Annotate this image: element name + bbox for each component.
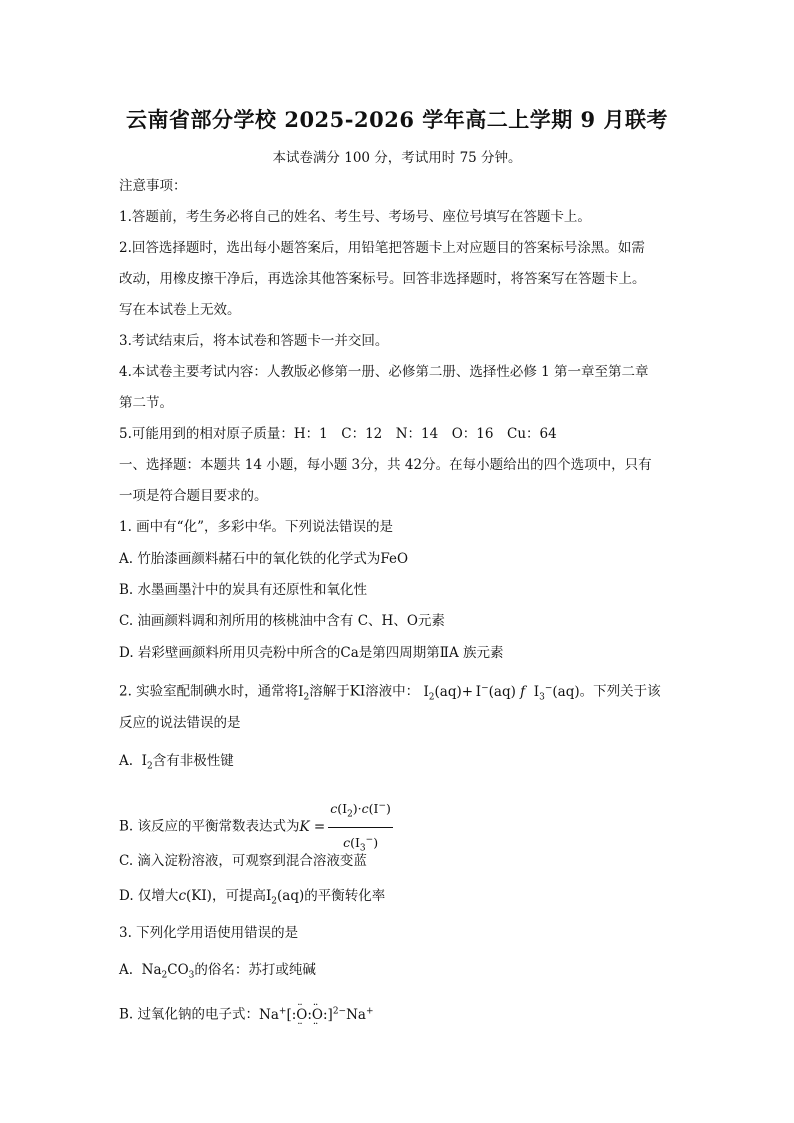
q2-option-b-formula: K = $\frac{c(I_2)\cdot c(I^-)}{c(I_3^-)}$ <box>300 819 393 835</box>
q2-option-b-text: B. 该反应的平衡常数表达式为 <box>119 818 300 835</box>
q3-option-a-text: 的俗名：苏打或纯碱 <box>194 962 316 978</box>
q1-option-b: B. 水墨画墨汁中的炭具有还原性和氧化性 <box>119 582 368 598</box>
note-3: 3.考试结束后，将本试卷和答题卡一并交回。 <box>119 333 389 349</box>
page-subtitle: 本试卷满分 100 分，考试用时 75 分钟。 <box>272 150 522 166</box>
q2-option-a-text: 含有非极性键 <box>152 753 234 769</box>
q2-formula-i2: $I_2$ <box>298 683 310 703</box>
note-2-line-1: 2.回答选择题时，选出每小题答案后，用铅笔把答题卡上对应题目的答案标号涂黑。如需 <box>119 240 645 256</box>
q2-option-d-mid: ，可提高 <box>211 888 266 904</box>
q2-option-d-formula-2: $I_2(aq)$ <box>265 888 305 907</box>
section-1-line-1: 一、选择题：本题共 14 小题，每小题 3分，共 42分。在每小题给出的四个选项中，只有 <box>119 457 652 473</box>
q3-stem: 3. 下列化学用语使用错误的是 <box>119 925 299 941</box>
q2-option-d <box>119 886 385 912</box>
q2-stem-mid: 溶解于KI溶液中： <box>309 683 420 700</box>
q2-option-d-pre: D. 仅增大 <box>119 888 179 904</box>
note-2-line-3: 写在本试卷上无效。 <box>119 302 241 318</box>
q2-option-d-formula-1: c(KI) <box>178 888 212 904</box>
q1-option-c: C. 油画颜料调和剂所用的核桃油中含有 C、H、O元素 <box>119 613 445 629</box>
q2-option-d-post: 的平衡转化率 <box>304 888 386 904</box>
q2-option-b <box>119 796 393 858</box>
note-4-line-1: 4.本试卷主要考试内容：人教版必修第一册、必修第二册、选择性必修 1 第一章至第二章 <box>119 364 649 380</box>
q2-option-a-label: A. <box>119 753 134 769</box>
note-4-line-2: 第二节。 <box>119 395 173 411</box>
q2-option-a <box>119 751 234 777</box>
q1-option-a: A. 竹胎漆画颜料赭石中的氧化铁的化学式为FeO <box>119 551 409 567</box>
q3-option-b-text: B. 过氧化钠的电子式： <box>119 1006 260 1023</box>
note-1: 1.答题前，考生务必将自己的姓名、考生号、考场号、座位号填写在答题卡上。 <box>119 209 591 225</box>
page-title: 云南省部分学校 2025-2026 学年高二上学期 9 月联考 <box>126 107 668 132</box>
q1-option-d: D. 岩彩壁画颜料所用贝壳粉中所含的Ca是第四周期第ⅡA 族元素 <box>119 645 504 661</box>
q3-option-b-lewis-structure: Na+[:·· O ··:·· O ··:]$^{2-}$Na+ <box>259 1007 374 1023</box>
q3-option-b <box>119 1001 374 1025</box>
note-5: 5.可能用到的相对原子质量：H：1 C：12 N：14 O：16 Cu：64 <box>119 426 557 442</box>
q2-equation: $I_2(aq)+ I^-(aq)$ f $I_3^-(aq)$ <box>419 683 580 703</box>
q3-option-a-label: A. <box>119 962 134 978</box>
q2-option-c: C. 滴入淀粉溶液，可观察到混合溶液变蓝 <box>119 853 367 869</box>
q2-stem-line-1 <box>119 678 661 707</box>
notes-heading: 注意事项： <box>119 178 187 194</box>
q2-stem-line-2: 反应的说法错误的是 <box>119 715 241 731</box>
q3-option-a-formula: $Na_2CO_3$ <box>141 962 195 981</box>
q3-option-a <box>119 960 316 986</box>
q2-option-a-formula: $I_2$ <box>141 753 153 772</box>
note-2-line-2: 改动，用橡皮擦干净后，再选涂其他答案标号。回答非选择题时，将答案写在答题卡上。 <box>119 271 646 287</box>
q2-stem-post: 。下列关于该 <box>579 683 661 700</box>
q1-stem: 1. 画中有“化”，多彩中华。下列说法错误的是 <box>119 519 393 535</box>
q2-stem-pre: 2. 实验室配制碘水时，通常将 <box>119 683 299 700</box>
section-1-line-2: 一项是符合题目要求的。 <box>119 488 268 504</box>
